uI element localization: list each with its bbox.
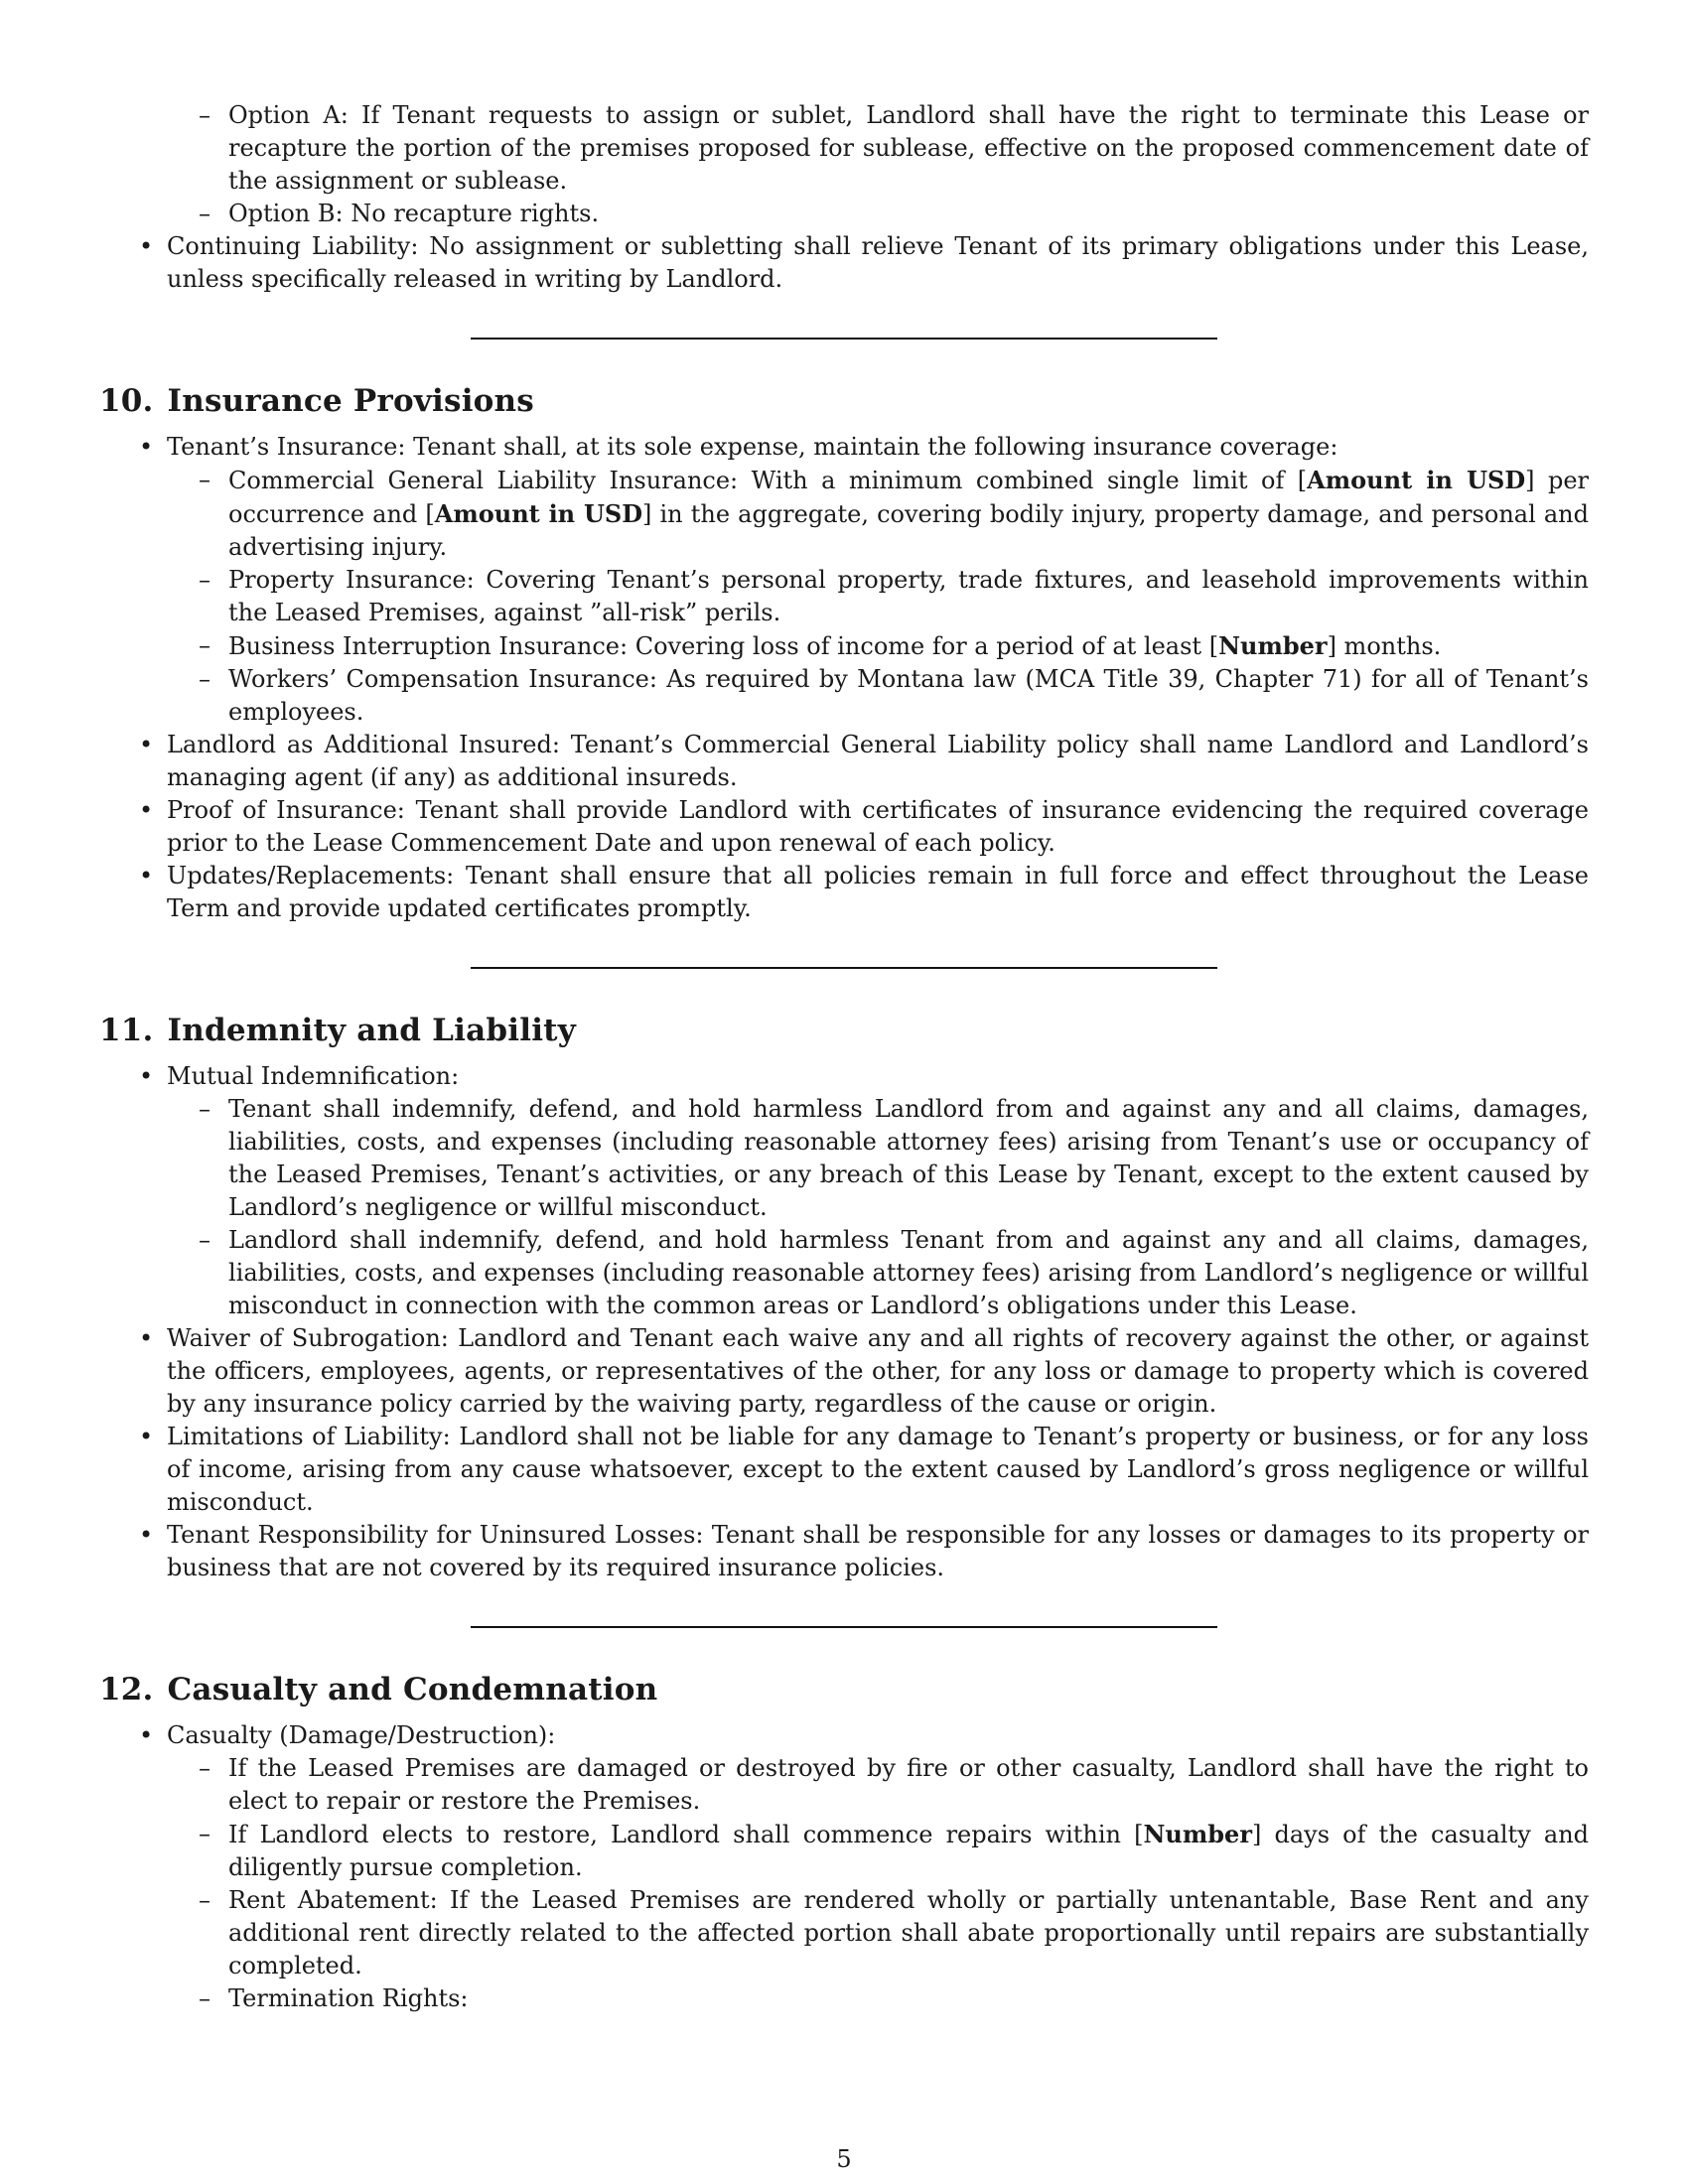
item-text: Landlord as Additional Insured: Tenant’s Commercial General Liability policy shall name Landlord and Landlord’s managing agent (if any) as additional insureds. — [167, 731, 1589, 791]
bullet-item — [99, 431, 1589, 464]
bullet-marker: • — [139, 1423, 154, 1450]
sub-list-item — [99, 1224, 1589, 1322]
dash-marker: – — [199, 665, 211, 693]
bullet-item — [99, 1719, 1589, 1752]
page-number: 5 — [836, 2145, 852, 2173]
item-text: Option B: No recapture rights. — [228, 200, 600, 227]
dash-marker: – — [199, 1095, 211, 1123]
section-number: 11. — [99, 1013, 154, 1048]
section-number: 10. — [99, 383, 154, 419]
section-number: 12. — [99, 1672, 154, 1707]
bullet-item — [99, 1060, 1589, 1093]
sub-list-item — [99, 1752, 1589, 1818]
dash-marker: – — [199, 1984, 211, 2012]
item-text: Termination Rights: — [228, 1984, 469, 2012]
item-text: Option A: If Tenant requests to assign or sublet, Landlord shall have the right to terminate this Lease or recapture the portion of the premises proposed for sublease, effective on the proposed commencement date of the assignment or sublease. — [228, 101, 1589, 195]
dash-marker: – — [199, 1820, 211, 1847]
sections-container — [99, 381, 1589, 2015]
item-text: Waiver of Subrogation: Landlord and Tenant each waive any and all rights of recovery against the other, or against the officers, employees, agents, or representatives of the other, for any loss or damage to property which is covered by any insurance policy carried by the waiving party, regardless of the cause or origin. — [167, 1324, 1589, 1418]
item-text: If Landlord elects to restore, Landlord shall commence repairs within [ — [228, 1821, 1144, 1848]
placeholder-field: Number — [1218, 631, 1328, 660]
section — [99, 1011, 1589, 1628]
bullet-marker: • — [139, 1324, 154, 1352]
sub-list-item — [99, 464, 1589, 564]
item-text: Limitations of Liability: Landlord shall not be liable for any damage to Tenant’s property or business, or for any loss of income, arising from any cause whatsoever, except to the extent caused by Landlord’s gross negligence or willful misconduct. — [167, 1423, 1589, 1516]
placeholder-field: Amount in USD — [434, 499, 643, 528]
sub-list-item — [99, 1818, 1589, 1884]
bullet-item — [99, 1421, 1589, 1519]
document-page — [99, 99, 1589, 2015]
section — [99, 1670, 1589, 2015]
item-text: ] per occurrence and [ — [228, 467, 1590, 528]
sub-list-item — [99, 198, 1589, 230]
sub-list-item — [99, 663, 1589, 729]
sub-list-item — [99, 1982, 1589, 2015]
item-text: Tenant Responsibility for Uninsured Losses: Tenant shall be responsible for any losses or damages to its property or business that are not covered by its required insurance policies. — [167, 1521, 1589, 1581]
intro-list — [99, 99, 1589, 296]
bullet-item — [99, 230, 1589, 296]
item-text: Continuing Liability: No assignment or subletting shall relieve Tenant of its primary obligations under this Lease, unless specifically released in writing by Landlord. — [167, 232, 1589, 293]
item-text: Tenant’s Insurance: Tenant shall, at its sole expense, maintain the following insurance coverage: — [167, 433, 1338, 461]
dash-marker: – — [199, 466, 211, 493]
bullet-item — [99, 1322, 1589, 1421]
item-text: ] months. — [1327, 632, 1442, 660]
bullet-marker: • — [139, 862, 154, 889]
section-heading — [99, 1670, 1589, 1709]
item-text: ] days of the casualty and diligently pursue completion. — [228, 1821, 1590, 1881]
sub-list-item — [99, 1093, 1589, 1224]
section-divider — [471, 338, 1217, 340]
item-text: Mutual Indemnification: — [167, 1062, 460, 1090]
dash-marker: – — [199, 1226, 211, 1254]
dash-marker: – — [199, 566, 211, 594]
dash-marker: – — [199, 631, 211, 659]
item-text: Tenant shall indemnify, defend, and hold harmless Landlord from and against any and all claims, damages, liabilities, costs, and expenses (including reasonable attorney fees) arising from Tenant’s use or occupancy of the Leased Premises, Tenant’s activities, or any breach of this Lease by Tenant, except to the extent caused by Landlord’s negligence or willful misconduct. — [228, 1095, 1589, 1221]
section — [99, 381, 1589, 969]
item-text: Workers’ Compensation Insurance: As required by Montana law (MCA Title 39, Chapter 71) for all of Tenant’s employees. — [228, 665, 1589, 726]
section-list — [99, 1719, 1589, 2015]
item-text: Landlord shall indemnify, defend, and hold harmless Tenant from and against any and all claims, damages, liabilities, costs, and expenses (including reasonable attorney fees) arising from Landlord’s negligence or willful misconduct in connection with the common areas or Landlord’s obligations under this Lease. — [228, 1226, 1589, 1319]
bullet-item — [99, 1519, 1589, 1584]
bullet-marker: • — [139, 796, 154, 824]
section-title: Indemnity and Liability — [167, 1013, 576, 1048]
bullet-marker: • — [139, 232, 154, 260]
section-title: Insurance Provisions — [167, 383, 534, 419]
bullet-marker: • — [139, 731, 154, 758]
section-list — [99, 1060, 1589, 1584]
bullet-item — [99, 860, 1589, 925]
sub-list-item — [99, 564, 1589, 629]
item-text: ] in the aggregate, covering bodily injury, property damage, and personal and advertising injury. — [228, 500, 1589, 561]
bullet-item — [99, 794, 1589, 860]
sub-list-item — [99, 629, 1589, 663]
bullet-item — [99, 729, 1589, 794]
dash-marker: – — [199, 101, 211, 129]
section-divider — [471, 1626, 1217, 1628]
item-text: Business Interruption Insurance: Covering loss of income for a period of at least [ — [228, 632, 1219, 660]
placeholder-field: Number — [1143, 1820, 1252, 1848]
dash-marker: – — [199, 1754, 211, 1782]
item-text: Casualty (Damage/Destruction): — [167, 1721, 556, 1749]
section-title: Casualty and Condemnation — [167, 1672, 658, 1707]
dash-marker: – — [199, 200, 211, 227]
dash-marker: – — [199, 1886, 211, 1914]
item-text: Updates/Replacements: Tenant shall ensure that all policies remain in full force and effect throughout the Lease Term and provide updated certificates promptly. — [167, 862, 1589, 922]
section-heading — [99, 381, 1589, 421]
sub-list-item — [99, 1884, 1589, 1982]
section-divider — [471, 967, 1217, 969]
item-text: If the Leased Premises are damaged or destroyed by fire or other casualty, Landlord shall have the right to elect to repair or restore the Premises. — [228, 1754, 1589, 1815]
item-text: Property Insurance: Covering Tenant’s personal property, trade fixtures, and leasehold improvements within the Leased Premises, against ”all-risk” perils. — [228, 566, 1589, 626]
section-list — [99, 431, 1589, 925]
bullet-marker: • — [139, 1521, 154, 1549]
item-text: Commercial General Liability Insurance: With a minimum combined single limit of [ — [228, 467, 1308, 494]
bullet-marker: • — [139, 433, 154, 461]
placeholder-field: Amount in USD — [1307, 466, 1526, 494]
item-text: Proof of Insurance: Tenant shall provide Landlord with certificates of insurance evidencing the required coverage prior to the Lease Commencement Date and upon renewal of each policy. — [167, 796, 1589, 857]
section-heading — [99, 1011, 1589, 1050]
sub-list-item — [99, 99, 1589, 198]
bullet-marker: • — [139, 1721, 154, 1749]
bullet-marker: • — [139, 1062, 154, 1090]
item-text: Rent Abatement: If the Leased Premises are rendered wholly or partially untenantable, Base Rent and any additional rent directly related to the affected portion shall abate proportionally until repairs are substantially completed. — [228, 1886, 1589, 1979]
